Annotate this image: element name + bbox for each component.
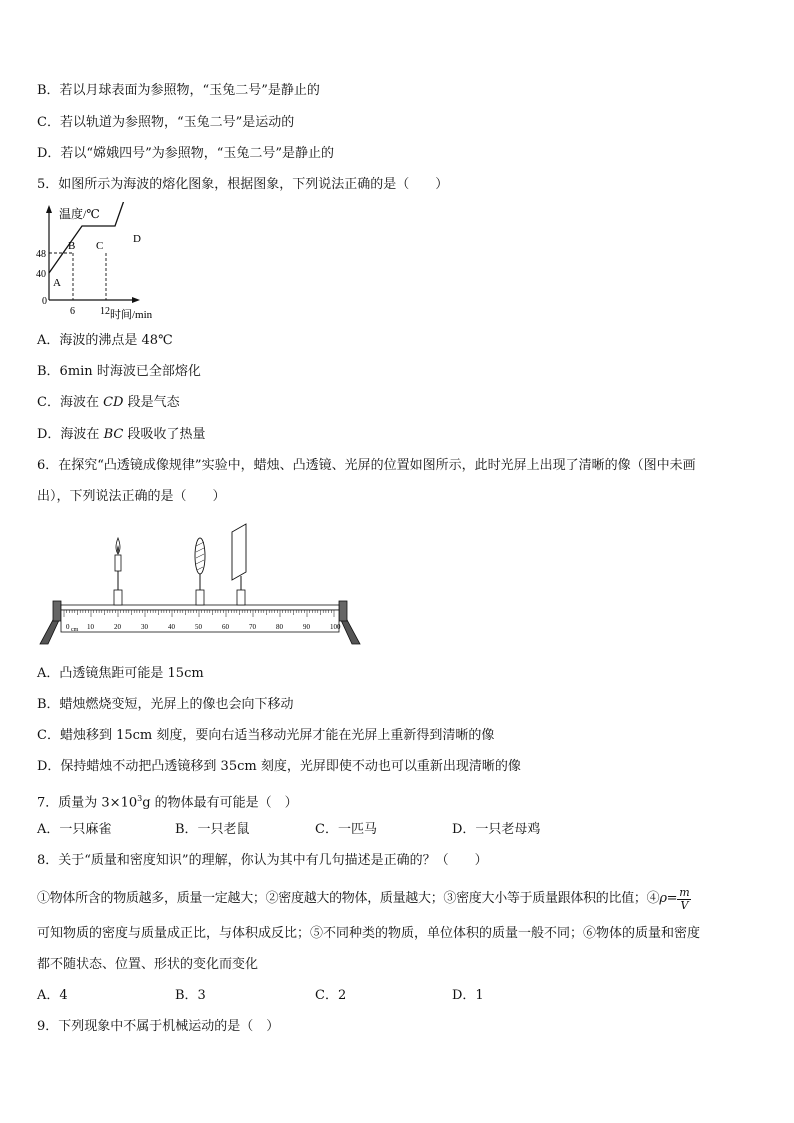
q8-option-c: C．2 xyxy=(315,988,347,1003)
ruler-label: 90 xyxy=(303,623,310,631)
q5-option-b: B．6min 时海波已全部熔化 xyxy=(37,364,201,379)
q9-stem: 9．下列现象中不属于机械运动的是（ ） xyxy=(37,1019,280,1034)
density-formula: $\frac{m}{V}$ xyxy=(679,885,690,912)
q7-option-a: A．一只麻雀 xyxy=(37,822,112,837)
graph-xlabel: 时间/min xyxy=(110,309,153,321)
q8-body-line1: ①物体所含的物质越多，质量一定越大；②密度越大的物体，质量越大；③密度大小等于质量跟体积的比值；④ ρ= $\frac{m}{V}$ xyxy=(37,885,690,912)
ruler-label: 80 xyxy=(276,623,283,631)
ruler-label: 20 xyxy=(114,623,121,631)
q6-stem-line2: 出），下列说法正确的是（ ） xyxy=(37,489,226,504)
ruler-unit: cm xyxy=(71,627,79,633)
q5-option-c: C．海波在 CD 段是气态 xyxy=(37,395,180,410)
y-tick-40: 40 xyxy=(36,269,46,280)
ruler-label: 0 xyxy=(66,623,70,631)
light-screen xyxy=(232,524,246,605)
q8-body-line2: 可知物质的密度与质量成正比，与体积成反比；⑤不同种类的物质，单位体积的质量一般不同；⑥物体的质量和密度 xyxy=(37,926,701,941)
q5-stem: 5．如图所示为海波的熔化图象，根据图象，下列说法正确的是（ ） xyxy=(37,177,449,192)
q8-option-d: D．1 xyxy=(452,988,484,1003)
q4-option-b: B．若以月球表面为参照物，“玉兔二号”是静止的 xyxy=(37,83,320,98)
q6-stem-line1: 6．在探究“凸透镜成像规律”实验中，蜡烛、凸透镜、光屏的位置如图所示，此时光屏上出现了清晰的像（图中未画 xyxy=(37,458,696,473)
rho-symbol: ρ= xyxy=(659,891,678,906)
point-a-label: A xyxy=(53,277,61,289)
y-tick-48: 48 xyxy=(36,249,46,260)
q8-body-line3: 都不随状态、位置、形状的变化而变化 xyxy=(37,957,259,972)
ruler-label: 50 xyxy=(195,623,202,631)
q8-option-b: B．3 xyxy=(175,988,206,1003)
q6-option-a: A．凸透镜焦距可能是 15cm xyxy=(37,666,204,681)
q6-option-b: B．蜡烛燃烧变短，光屏上的像也会向下移动 xyxy=(37,697,294,712)
q7-option-c: C．一匹马 xyxy=(315,822,377,837)
q7-option-b: B．一只老鼠 xyxy=(175,822,250,837)
convex-lens xyxy=(195,538,205,605)
optical-bench xyxy=(36,518,366,650)
q4-option-c: C．若以轨道为参照物，“玉兔二号”是运动的 xyxy=(37,115,295,130)
melting-graph xyxy=(30,202,180,324)
graph-ylabel: 温度/℃ xyxy=(59,207,100,221)
point-d-label: D xyxy=(133,233,141,245)
candle xyxy=(114,538,122,605)
ruler-label: 70 xyxy=(249,623,256,631)
ruler-label: 10 xyxy=(87,623,94,631)
point-c-label: C xyxy=(96,240,104,252)
graph-origin: 0 xyxy=(42,296,47,307)
x-tick-12: 12 xyxy=(100,306,110,317)
ruler-label: 30 xyxy=(141,623,148,631)
point-b-label: B xyxy=(68,240,76,252)
x-tick-6: 6 xyxy=(70,306,75,317)
q7-stem: 7．质量为 $3\times 10^3g$ 的物体最有可能是（ ） xyxy=(37,794,298,811)
q5-option-d: D．海波在 BC 段吸收了热量 xyxy=(37,427,206,442)
ruler-label: 100 xyxy=(330,623,341,631)
q8-option-a: A．4 xyxy=(37,988,68,1003)
ruler-label: 40 xyxy=(168,623,175,631)
q8-stem: 8．关于“质量和密度知识”的理解，你认为其中有几句描述是正确的？（ ） xyxy=(37,853,488,868)
ruler-label: 60 xyxy=(222,623,229,631)
q6-option-c: C．蜡烛移到 15cm 刻度，要向右适当移动光屏才能在光屏上重新得到清晰的像 xyxy=(37,728,495,743)
q5-option-a: A．海波的沸点是 48℃ xyxy=(37,333,173,348)
q4-option-d: D．若以“嫦娥四号”为参照物，“玉兔二号”是静止的 xyxy=(37,146,335,161)
q6-option-d: D．保持蜡烛不动把凸透镜移到 35cm 刻度，光屏即使不动也可以重新出现清晰的像 xyxy=(37,759,521,774)
q7-option-d: D．一只老母鸡 xyxy=(452,822,541,837)
